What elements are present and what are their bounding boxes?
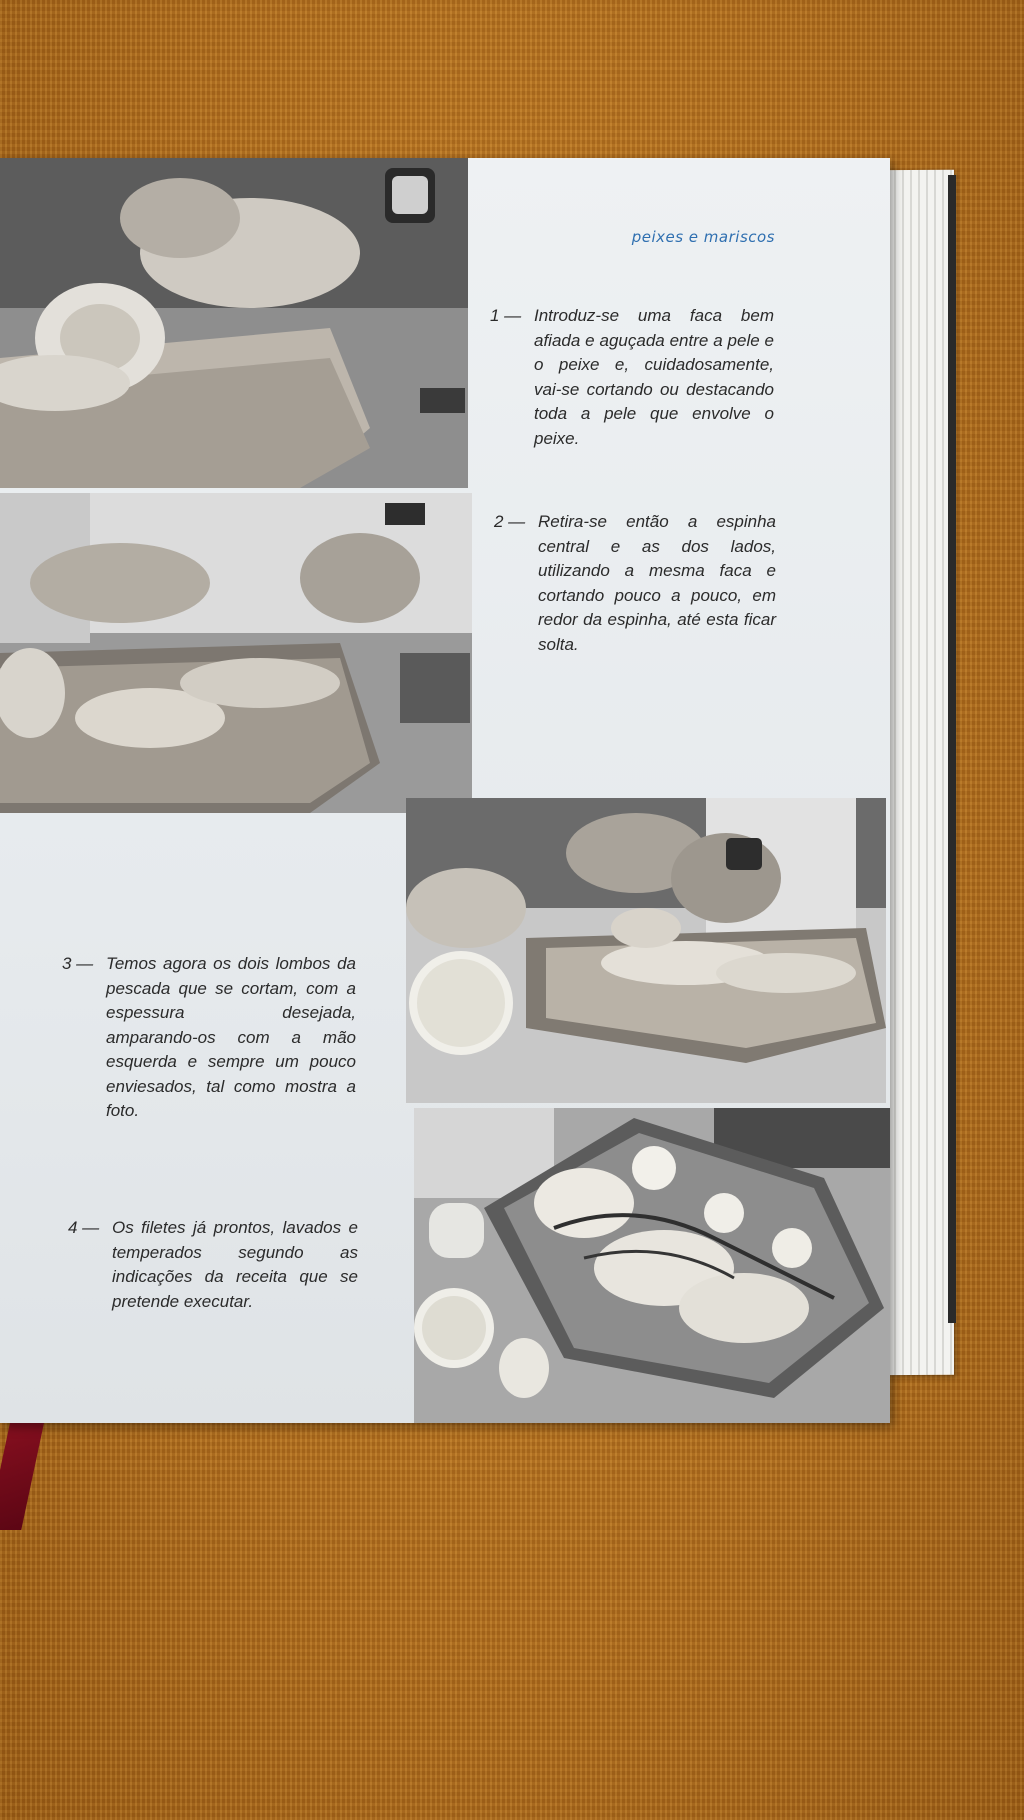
book-page-edges bbox=[880, 170, 954, 1375]
photo-removing-spine bbox=[0, 493, 472, 813]
section-title: peixes e mariscos bbox=[631, 228, 775, 246]
step-3-text: Temos agora os dois lombos da pescada que se cortam, com a espessura desejada, amparando-os com a mão esquerda e sempre um pouco enviesados, tal como mostra a foto. bbox=[106, 954, 356, 1120]
step-3-number: 3 — bbox=[62, 954, 94, 973]
step-4-number: 4 — bbox=[68, 1218, 100, 1237]
step-3-paragraph bbox=[62, 952, 356, 1124]
step-2-paragraph bbox=[494, 510, 776, 657]
photo-finished-fillets-tray bbox=[414, 1108, 890, 1423]
step-4-text: Os filetes já prontos, lavados e temperados segundo as indicações da receita que se pretende executar. bbox=[112, 1218, 358, 1311]
step-1-paragraph bbox=[490, 304, 774, 451]
step-1-text: Introduz-se uma faca bem afiada e aguçada entre a pele e o peixe e, cuidadosamente, vai-se cortando ou destacando toda a pele que envolve o peixe. bbox=[534, 306, 774, 448]
step-2-text: Retira-se então a espinha central e as dos lados, utilizando a mesma faca e cortando pouco a pouco, em redor da espinha, até esta ficar solta. bbox=[538, 512, 776, 654]
book-cover-edge bbox=[948, 175, 956, 1323]
step-1-number: 1 — bbox=[490, 306, 522, 325]
photo-skinning-fish bbox=[0, 158, 468, 488]
book-page bbox=[0, 158, 890, 1423]
step-2-number: 2 — bbox=[494, 512, 526, 531]
photo-cutting-fillets bbox=[406, 798, 886, 1103]
bookmark-ribbon bbox=[0, 1410, 47, 1530]
step-4-paragraph bbox=[68, 1216, 358, 1314]
